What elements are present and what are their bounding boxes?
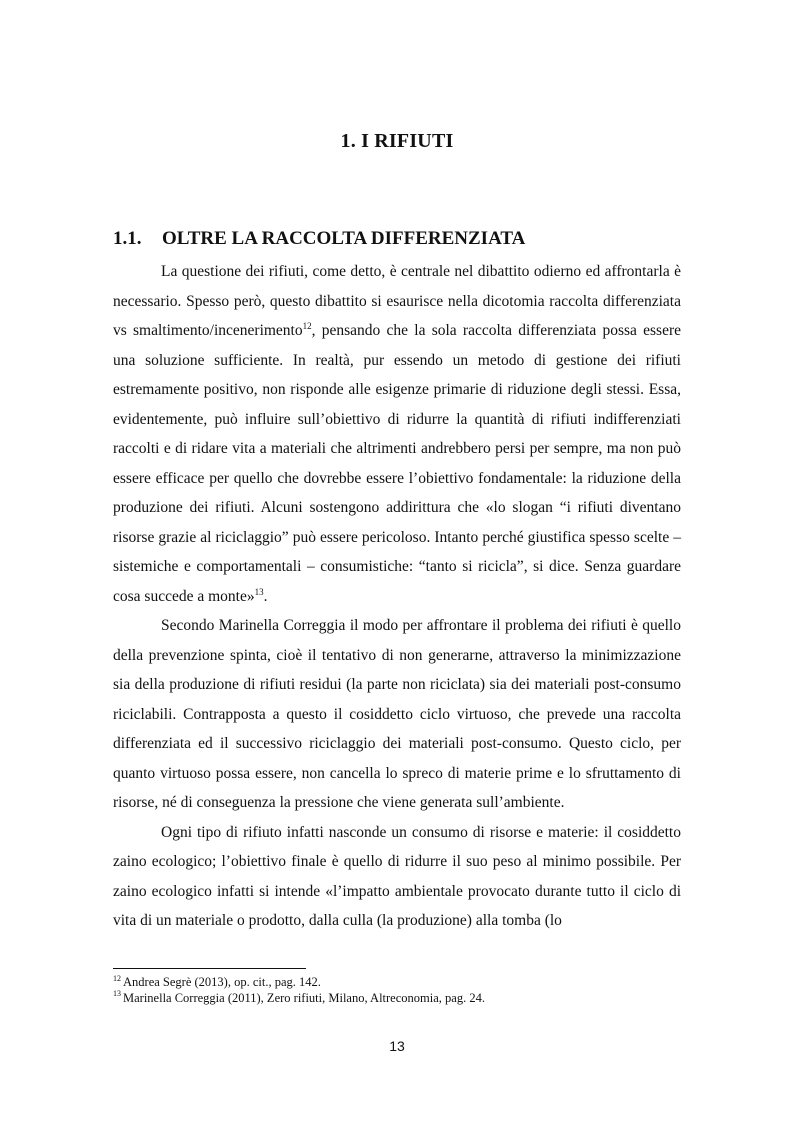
paragraph-2: Secondo Marinella Correggia il modo per affrontare il problema dei rifiuti è quello della prevenzione spinta, cioè il tentativo di non generarne, attraverso la minimizzazione sia della produzione di rifiuti residui (la parte non riciclata) sia dei materiali post-consumo riciclabili. Contrapposta a questo il cosiddetto ciclo virtuoso, che prevede una raccolta differenziata ed il successivo riciclaggio dei materiali post-consumo. Questo ciclo, per quanto virtuoso possa essere, non cancella lo spreco di materie prime e lo sfruttamento di risorse, né di conseguenza la pressione che viene generata sull’ambiente. bbox=[113, 617, 681, 811]
footnote-text: Andrea Segrè (2013), op. cit., pag. 142. bbox=[123, 975, 321, 989]
footnote-ref-13: 13 bbox=[254, 586, 264, 597]
section-number: 1.1. bbox=[113, 228, 142, 249]
paragraph-1 bbox=[113, 257, 681, 611]
paragraph-1-part-a: La questione dei rifiuti, come detto, è centrale nel dibattito odierno ed affrontarla è necessario. Spesso però, questo dibattito si esaurisce nella dicotomia raccolta differenziata vs smaltimento/incenerimento bbox=[113, 263, 681, 339]
footnote-separator bbox=[113, 968, 306, 969]
page-number: 13 bbox=[389, 1038, 405, 1054]
body-text bbox=[113, 257, 681, 936]
footnote-13 bbox=[113, 991, 681, 1007]
section-heading bbox=[113, 228, 525, 250]
chapter-title: 1. I RIFIUTI bbox=[340, 130, 454, 152]
paragraph-3: Ogni tipo di rifiuto infatti nasconde un consumo di risorse e materie: il cosiddetto zaino ecologico; l’obiettivo finale è quello di ridurre il suo peso al minimo possibile. Per zaino ecologico infatti si intende «l’impatto ambientale provocato durante tutto il ciclo di vita di un materiale o prodotto, dalla culla (la produzione) alla tomba (lo bbox=[113, 823, 681, 929]
footnote-number: 12 bbox=[113, 973, 121, 983]
footnote-number: 13 bbox=[113, 989, 121, 999]
paragraph-1-part-c: . bbox=[263, 587, 268, 605]
footnotes bbox=[113, 975, 681, 1006]
footnote-ref-12: 12 bbox=[302, 320, 312, 331]
footnote-text: Marinella Correggia (2011), Zero rifiuti, Milano, Altreconomia, pag. 24. bbox=[123, 990, 485, 1005]
paragraph-1-part-b: , pensando che la sola raccolta differenziata possa essere una soluzione sufficiente. In realtà, pur essendo un metodo di gestione dei rifiuti estremamente positivo, non risponde alle esigenze primarie di riduzione degli stessi. Essa, evidentemente, può influire sull’obiettivo di ridurre la quantità di rifiuti indifferenziati raccolti e di ridare vita a materiali che altrimenti andrebbero persi per sempre, ma non può essere efficace per quello che dovrebbe essere l’obiettivo fondamentale: la riduzione della produzione dei rifiuti. Alcuni sostengono addirittura che «lo slogan “i rifiuti diventano risorse grazie al riciclaggio” può essere pericoloso. Intanto perché giustifica spesso scelte – sistemiche e comportamentali – consumistiche: “tanto si ricicla”, si dice. Senza guardare cosa succede a monte» bbox=[113, 322, 682, 605]
footnote-12 bbox=[113, 975, 681, 991]
section-title: OLTRE LA RACCOLTA DIFFERENZIATA bbox=[162, 228, 526, 249]
